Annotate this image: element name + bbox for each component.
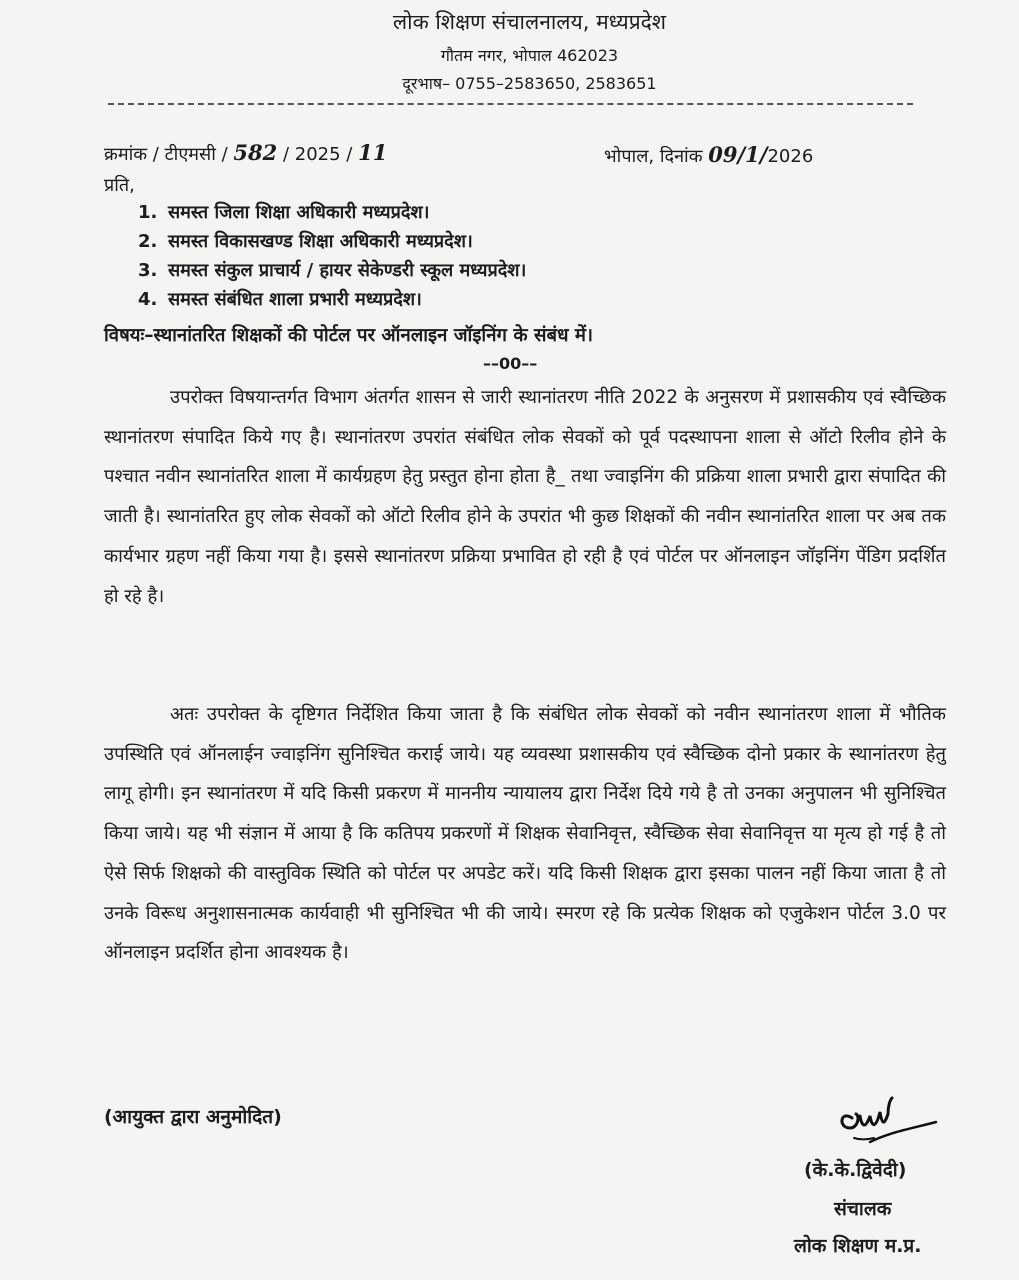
body-paragraph-1: उपरोक्त विषयान्तर्गत विभाग अंतर्गत शासन से जारी स्थानांतरण नीति 2022 के अनुसरण में प्रशासकीय एवं स्वैच्छिक स्थानांतरण संपादित किये गए है। स्थानांतरण उपरांत संबंधित लोक सेवकों को पूर्व पदस्थापना शाला से ऑटो रिलीव होने के पश्चात नवीन स्थानांतरित शाला में कार्यग्रहण हेतु प्रस्तुत होना होता है_ तथा ज्वाइनिंग की प्रक्रिया शाला प्रभारी द्वारा संपादित की जाती है। स्थानांतरित हुए लोक सेवकों को ऑटो रिलीव होने के उपरांत भी कुछ शिक्षकों की नवीन स्थानांतरित शाला पर अब तक कार्यभार ग्रहण नहीं किया गया है। इससे स्थानांतरण प्रक्रिया प्रभावित हो रही है एवं पोर्टल पर ऑनलाइन जॉइनिंग पेंडिग प्रदर्शित हो रहे है।: [104, 387, 946, 607]
date-year: 2026: [767, 146, 814, 167]
reference-handwritten-number: 582: [233, 140, 278, 165]
date-handwritten: 09/1/: [708, 142, 768, 167]
signatory-title: संचालक: [834, 1198, 892, 1220]
recipient-item: 1. समस्त जिला शिक्षा अधिकारी मध्यप्रदेश।: [138, 202, 430, 223]
recipient-item: 2. समस्त विकासखण्ड शिक्षा अधिकारी मध्यप्रदेश।: [138, 231, 473, 252]
reference-prefix: क्रमांक / टीएमसी /: [104, 144, 228, 165]
office-name: लोक शिक्षण संचालनालय, मध्यप्रदेश: [392, 10, 667, 34]
signatory-office: लोक शिक्षण म.प्र.: [794, 1235, 922, 1257]
recipient-list: [138, 200, 526, 316]
header-divider: [108, 103, 913, 105]
reference-handwritten-suffix: 11: [358, 140, 388, 165]
handwritten-signature: [830, 1088, 940, 1158]
office-address: गौतम नगर, भोपाल 462023: [440, 46, 619, 65]
to-label: प्रति,: [104, 175, 135, 196]
reference-year: / 2025 /: [282, 144, 353, 165]
office-phone: दूरभाष– 0755–2583650, 2583651: [402, 74, 657, 93]
date-prefix: भोपाल, दिनांक: [604, 146, 703, 167]
recipient-item: 3. समस्त संकुल प्राचार्य / हायर सेकेण्डरी स्कूल मध्यप्रदेश।: [138, 260, 527, 281]
recipient-item: 4. समस्त संबंधित शाला प्रभारी मध्यप्रदेश।: [138, 289, 422, 310]
letter-date: [604, 142, 813, 168]
section-separator: ––00––: [483, 354, 538, 373]
approval-note: (आयुक्त द्वारा अनुमोदित): [104, 1106, 282, 1128]
body-paragraph-2: अतः उपरोक्त के दृष्टिगत निर्देशित किया जाता है कि संबंधित लोक सेवकों को नवीन स्थानांतरण शाला में भौतिक उपस्थिति एवं ऑनलाईन ज्वाइनिंग सुनिश्चित कराई जाये। यह व्यवस्था प्रशासकीय एवं स्वैच्छिक दोनो प्रकार के स्थानांतरण हेतु लागू होगी। इन स्थानांतरण में यदि किसी प्रकरण में माननीय न्यायालय द्वारा निर्देश दिये गये है तो उनका अनुपालन भी सुनिश्चित किया जाये। यह भी संज्ञान में आया है कि कतिपय प्रकरणों में शिक्षक सेवानिवृत्त, स्वैच्छिक सेवा सेवानिवृत्त या मृत्य हो गई है तो ऐसे सिर्फ शिक्षको की वास्तुविक स्थिति को पोर्टल पर अपडेट करें। यदि किसी शिक्षक द्वारा इसका पालन नहीं किया जाता है तो उनके विरूध अनुशासनात्मक कार्यवाही भी सुनिश्चित भी की जाये। स्मरण रहे कि प्रत्येक शिक्षक को एजुकेशन पोर्टल 3.0 पर ऑनलाइन प्रदर्शित होना आवश्यक है।: [104, 704, 946, 964]
reference-number: [104, 140, 387, 166]
letter-subject: विषयः–स्थानांतरित शिक्षकों की पोर्टल पर ऑनलाइन जॉइनिंग के संबंध में।: [104, 325, 593, 346]
signatory-name: (के.के.द्विवेदी): [804, 1159, 907, 1181]
